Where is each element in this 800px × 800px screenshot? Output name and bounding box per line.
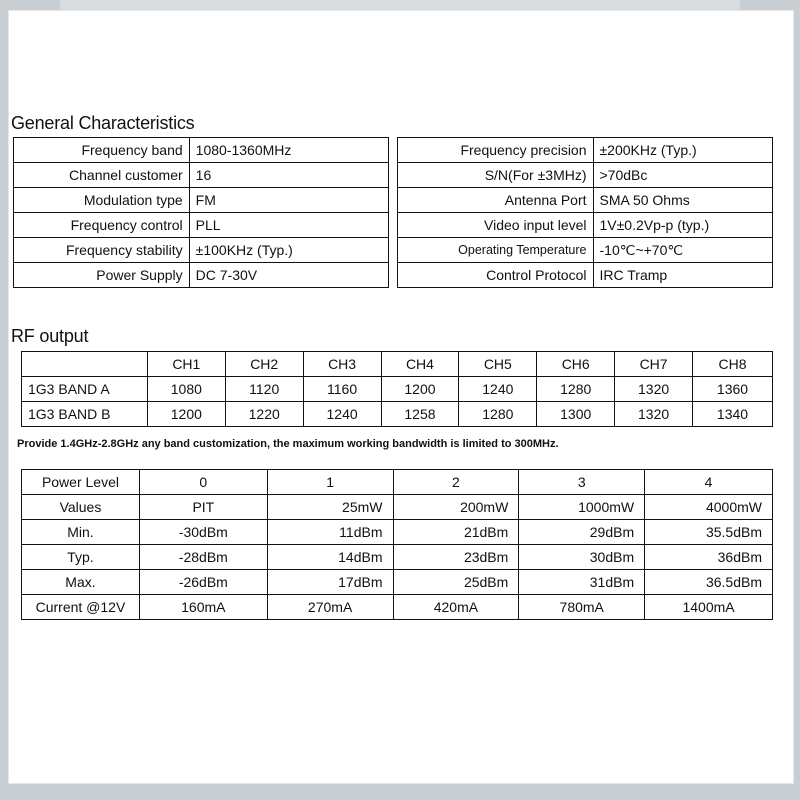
- table-cell: 36.5dBm: [645, 570, 773, 595]
- table-cell: 1240: [459, 377, 537, 402]
- spec-value: ±200KHz (Typ.): [593, 138, 773, 163]
- rf-output-table: [21, 351, 773, 427]
- spec-value: DC 7-30V: [189, 263, 388, 288]
- table-cell: 1340: [693, 402, 773, 427]
- spec-label: Antenna Port: [398, 188, 594, 213]
- table-row: [14, 188, 389, 213]
- spec-value: 1080-1360MHz: [189, 138, 388, 163]
- table-cell: 30dBm: [519, 545, 645, 570]
- table-cell: -30dBm: [139, 520, 267, 545]
- table-cell: 1160: [303, 377, 381, 402]
- table-cell: 1200: [147, 402, 225, 427]
- spec-value: 1V±0.2Vp-p (typ.): [593, 213, 773, 238]
- table-row: [22, 495, 773, 520]
- table-header-row: [22, 352, 773, 377]
- column-header: CH5: [459, 352, 537, 377]
- table-cell: 2: [393, 470, 519, 495]
- table-row: [14, 163, 389, 188]
- table-row: [398, 188, 773, 213]
- spec-value: >70dBc: [593, 163, 773, 188]
- row-label: Typ.: [22, 545, 140, 570]
- table-cell: 1120: [225, 377, 303, 402]
- table-row: [398, 263, 773, 288]
- table-cell: 1240: [303, 402, 381, 427]
- spec-label: Frequency control: [14, 213, 190, 238]
- spec-label: Channel customer: [14, 163, 190, 188]
- table-row: [398, 138, 773, 163]
- column-header: CH6: [537, 352, 615, 377]
- table-cell: 3: [519, 470, 645, 495]
- table-cell: 1300: [537, 402, 615, 427]
- table-row: [22, 520, 773, 545]
- table-cell: -26dBm: [139, 570, 267, 595]
- general-right-table: [397, 137, 773, 288]
- spec-value: PLL: [189, 213, 388, 238]
- table-cell: 1280: [459, 402, 537, 427]
- spec-label: Video input level: [398, 213, 594, 238]
- column-header: CH7: [615, 352, 693, 377]
- table-cell: 17dBm: [267, 570, 393, 595]
- table-row: [22, 377, 773, 402]
- table-cell: 29dBm: [519, 520, 645, 545]
- spec-value: SMA 50 Ohms: [593, 188, 773, 213]
- row-label: Min.: [22, 520, 140, 545]
- table-cell: 780mA: [519, 595, 645, 620]
- spec-label: S/N(For ±3MHz): [398, 163, 594, 188]
- table-cell: PIT: [139, 495, 267, 520]
- table-row: [14, 263, 389, 288]
- spec-value: 16: [189, 163, 388, 188]
- spec-label: Control Protocol: [398, 263, 594, 288]
- spec-label: Frequency stability: [14, 238, 190, 263]
- table-cell: 270mA: [267, 595, 393, 620]
- rf-title: RF output: [11, 326, 89, 346]
- table-row: [398, 238, 773, 263]
- spec-label: Modulation type: [14, 188, 190, 213]
- table-cell: 1: [267, 470, 393, 495]
- spec-label: Operating Temperature: [398, 238, 594, 263]
- table-cell: 31dBm: [519, 570, 645, 595]
- table-cell: 21dBm: [393, 520, 519, 545]
- spec-label: Power Supply: [14, 263, 190, 288]
- row-label: Values: [22, 495, 140, 520]
- column-header: CH1: [147, 352, 225, 377]
- table-row: [14, 213, 389, 238]
- row-label: 1G3 BAND B: [22, 402, 148, 427]
- table-cell: 35.5dBm: [645, 520, 773, 545]
- table-cell: 420mA: [393, 595, 519, 620]
- table-row: [22, 595, 773, 620]
- table-row: [22, 570, 773, 595]
- table-cell: 23dBm: [393, 545, 519, 570]
- spec-value: ±100KHz (Typ.): [189, 238, 388, 263]
- column-header: CH4: [381, 352, 459, 377]
- table-cell: 1360: [693, 377, 773, 402]
- row-label: Power Level: [22, 470, 140, 495]
- table-cell: 4: [645, 470, 773, 495]
- table-cell: 1200: [381, 377, 459, 402]
- table-cell: 160mA: [139, 595, 267, 620]
- spec-label: Frequency band: [14, 138, 190, 163]
- table-cell: 36dBm: [645, 545, 773, 570]
- customization-note: Provide 1.4GHz-2.8GHz any band customization, the maximum working bandwidth is limited to 300MHz.: [17, 438, 559, 450]
- table-cell: 1320: [615, 377, 693, 402]
- table-cell: 1320: [615, 402, 693, 427]
- table-cell: 1220: [225, 402, 303, 427]
- spec-value: -10℃~+70℃: [593, 238, 773, 263]
- table-row: [22, 545, 773, 570]
- column-header: CH8: [693, 352, 773, 377]
- table-row: [22, 470, 773, 495]
- table-cell: 0: [139, 470, 267, 495]
- table-cell: 1258: [381, 402, 459, 427]
- table-cell: 1080: [147, 377, 225, 402]
- column-header: CH2: [225, 352, 303, 377]
- spec-value: FM: [189, 188, 388, 213]
- table-cell: 1280: [537, 377, 615, 402]
- table-row: [398, 213, 773, 238]
- column-header: [22, 352, 148, 377]
- table-cell: 1400mA: [645, 595, 773, 620]
- spec-value: IRC Tramp: [593, 263, 773, 288]
- table-cell: 200mW: [393, 495, 519, 520]
- table-row: [14, 238, 389, 263]
- table-cell: 11dBm: [267, 520, 393, 545]
- power-table: [21, 469, 773, 620]
- spec-sheet: [8, 10, 794, 784]
- table-row: [22, 402, 773, 427]
- table-cell: 14dBm: [267, 545, 393, 570]
- table-cell: -28dBm: [139, 545, 267, 570]
- row-label: Max.: [22, 570, 140, 595]
- general-left-table: [13, 137, 389, 288]
- row-label: Current @12V: [22, 595, 140, 620]
- table-row: [14, 138, 389, 163]
- table-cell: 25dBm: [393, 570, 519, 595]
- row-label: 1G3 BAND A: [22, 377, 148, 402]
- table-cell: 1000mW: [519, 495, 645, 520]
- general-title: General Characteristics: [11, 113, 195, 133]
- table-cell: 4000mW: [645, 495, 773, 520]
- table-cell: 25mW: [267, 495, 393, 520]
- column-header: CH3: [303, 352, 381, 377]
- table-row: [398, 163, 773, 188]
- spec-label: Frequency precision: [398, 138, 594, 163]
